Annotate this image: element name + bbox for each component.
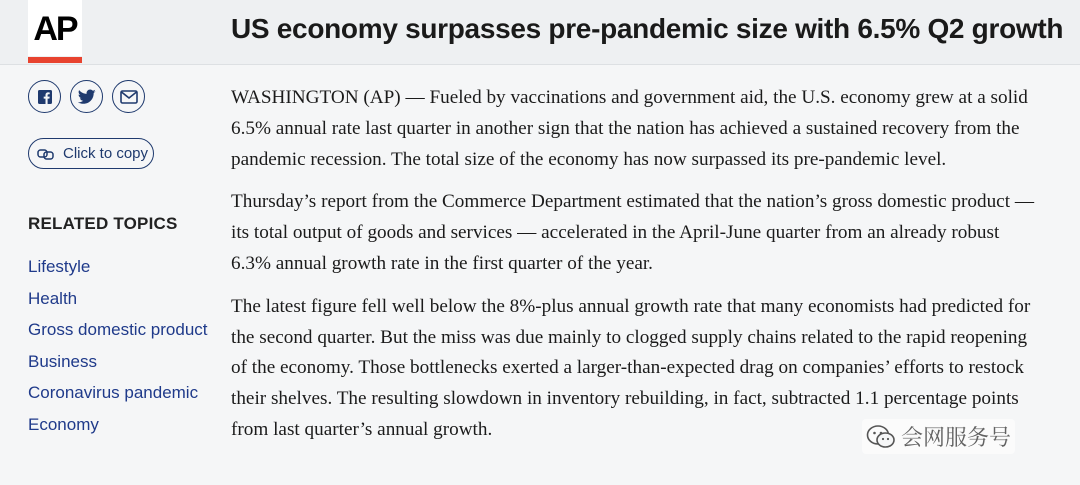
ap-logo-text: AP [33,10,77,48]
topic-link-business[interactable]: Business [28,351,97,371]
facebook-icon [37,89,53,105]
article-paragraph: WASHINGTON (AP) — Fueled by vaccinations and government aid, the U.S. economy grew at a solid 6.5% annual rate last quarter in another sign that the nation has achieved a sustained recovery from the pandemic recession. The total size of the economy has now surpassed its pre-pandemic level. [231,87,1028,170]
list-item [28,414,208,446]
topic-link-coronavirus[interactable]: Coronavirus pandemic [28,383,199,403]
watermark-text: 会网服务号 [901,426,1012,451]
related-topics-heading: RELATED TOPICS [28,214,178,233]
ap-logo[interactable] [28,0,82,64]
topic-link-economy[interactable]: Economy [28,414,99,434]
headline: US economy surpasses pre-pandemic size with 6.5% Q2 growth [231,13,1064,44]
topic-link-gdp[interactable]: Gross domestic product [28,320,208,340]
twitter-share-button[interactable] [70,80,103,113]
related-topics-list [28,256,208,446]
article-paragraph: The latest figure fell well below the 8%-plus annual growth rate that many economists had predicted for the second quarter. But the miss was due mainly to clogged supply chains related to the rapid reopening of the economy. Those bottlenecks exerted a larger-than-expected drag on companies’ efforts to restock their shelves. The resulting slowdown in inventory rebuilding, in fact, subtracted 1.1 percentage points from last quarter’s annual growth. [231,295,1031,440]
share-buttons [28,80,145,113]
wechat-icon [866,424,896,450]
copy-link-button[interactable] [28,138,154,169]
email-share-button[interactable] [112,80,145,113]
list-item [28,288,208,320]
facebook-share-button[interactable] [28,80,61,113]
list-item [28,351,208,383]
page-header [0,0,1080,65]
topic-link-health[interactable]: Health [28,288,78,308]
topic-link-lifestyle[interactable]: Lifestyle [28,257,91,276]
list-item [28,319,208,351]
twitter-icon [78,89,96,105]
list-item [28,382,208,414]
article-paragraph: Thursday’s report from the Commerce Department estimated that the nation’s gross domestic product — its total output of goods and services — accelerated in the April-June quarter from an already robust 6.3% annual growth rate in the first quarter of the year. [231,191,1035,274]
list-item [28,256,208,288]
wechat-watermark [862,419,1015,454]
link-icon [37,148,55,160]
email-icon [120,90,138,104]
copy-label: Click to copy [63,145,149,162]
article-body [231,83,1041,458]
